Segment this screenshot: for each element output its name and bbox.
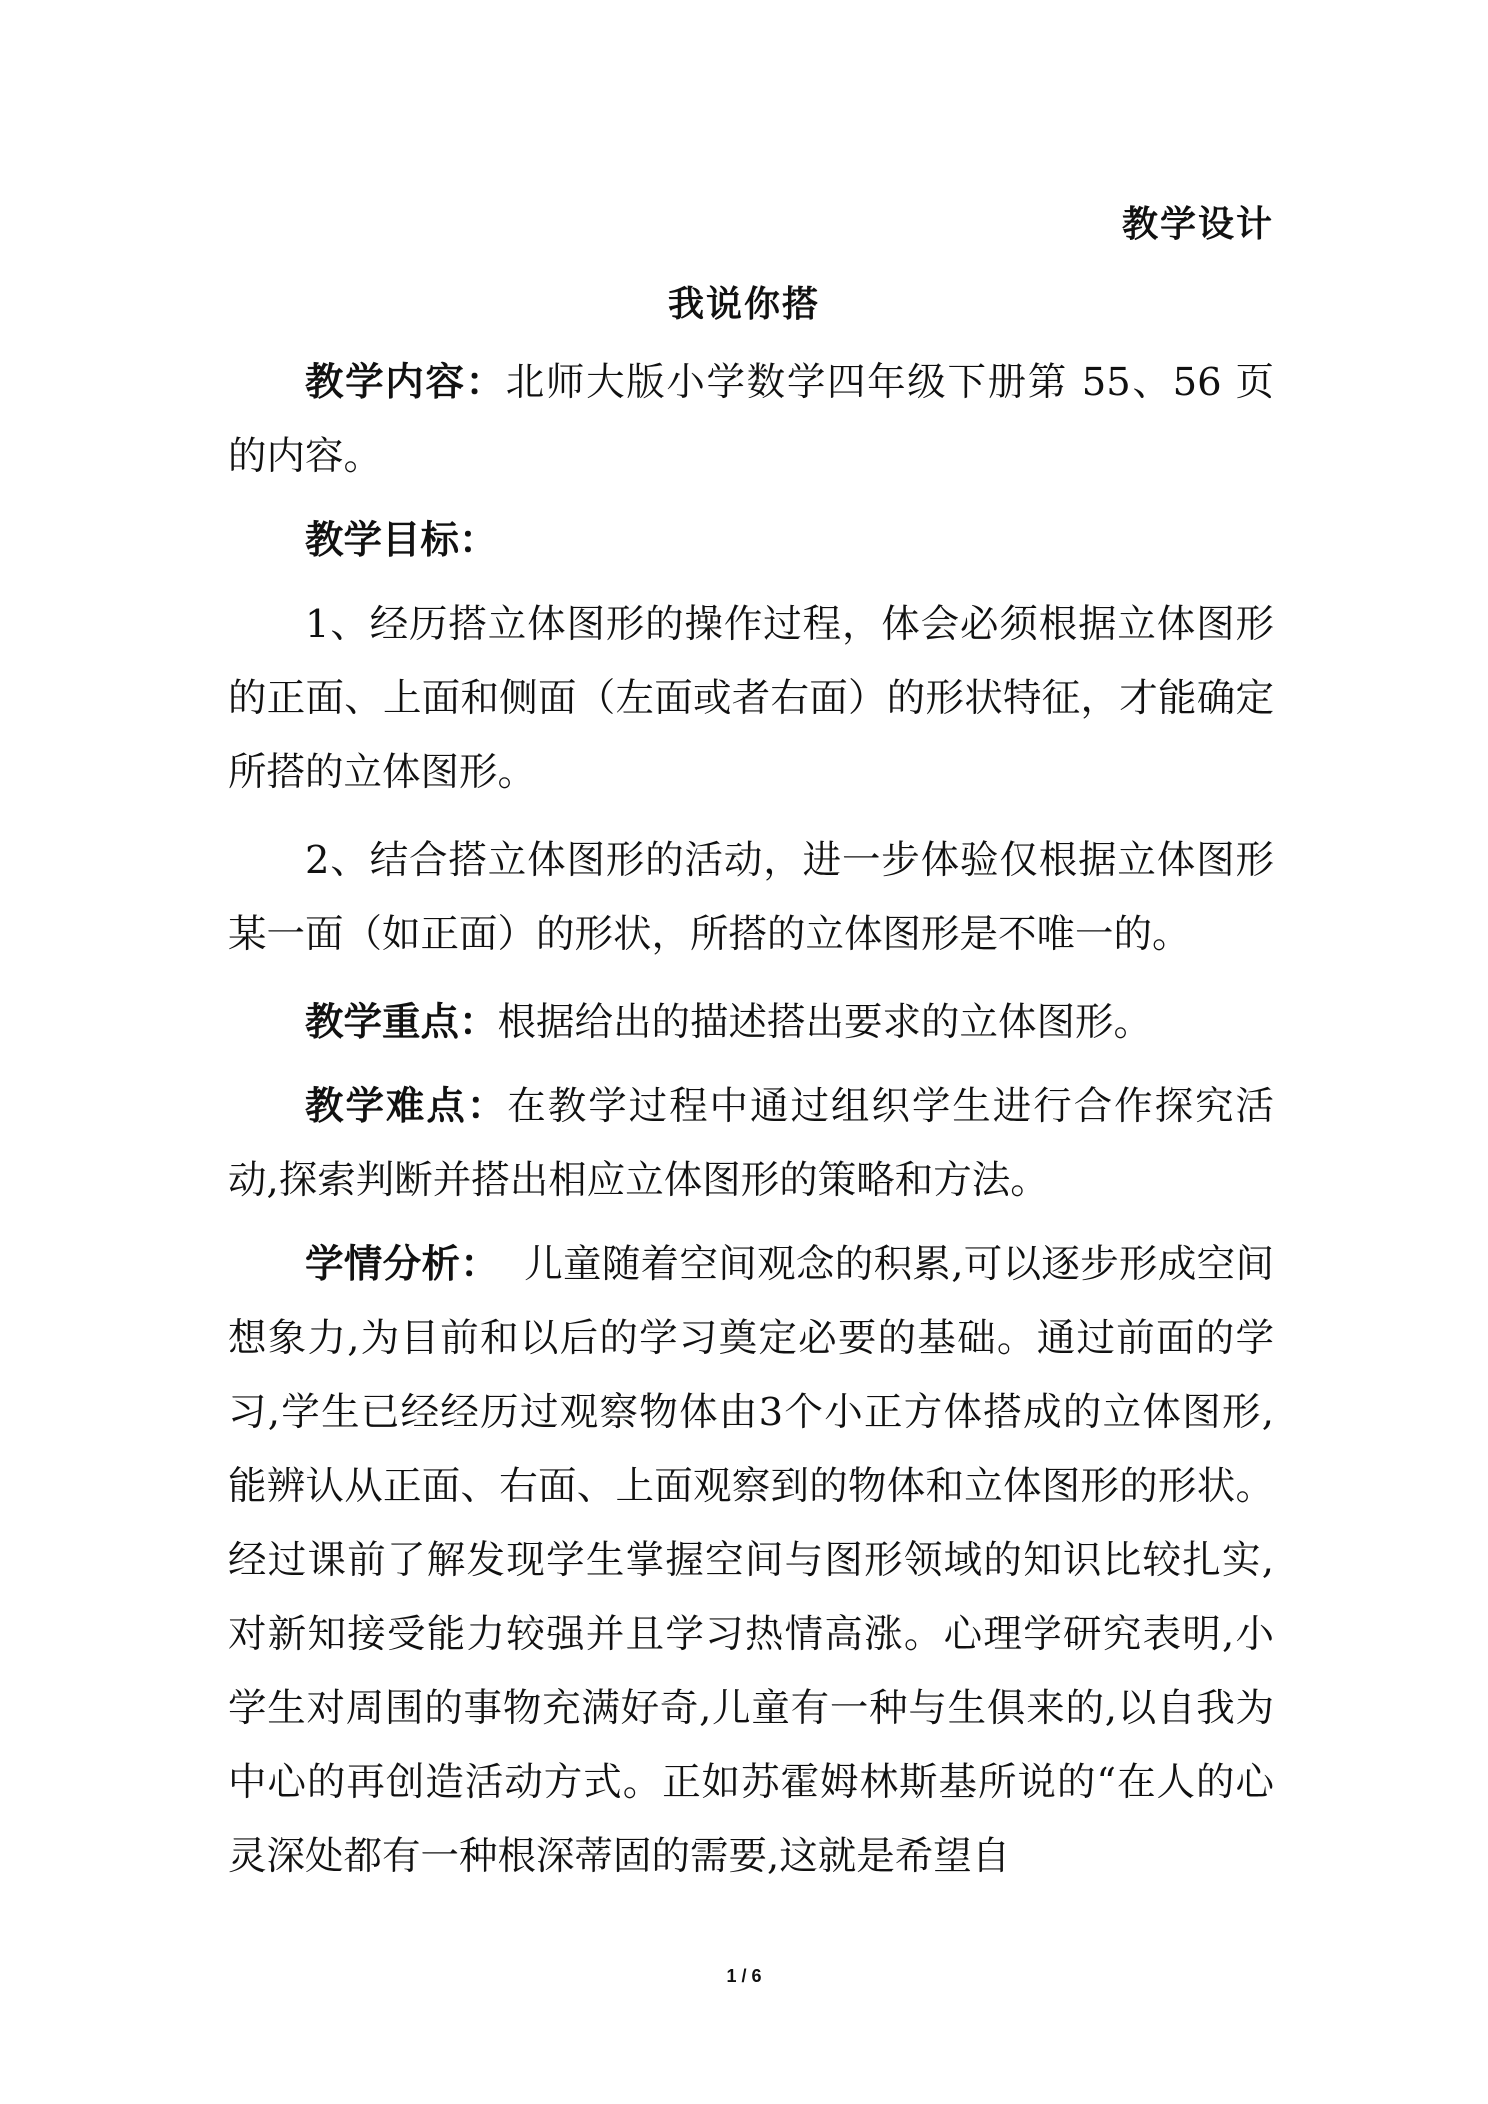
key-point-text: 根据给出的描述搭出要求的立体图形。: [497, 1000, 1153, 1045]
difficulty-paragraph: [228, 1070, 1274, 1218]
objective-2-paragraph: 2、结合搭立体图形的活动，进一步体验仅根据立体图形某一面（如正面）的形状，所搭的立体图形是不唯一的。: [228, 838, 1274, 957]
document-type-label: 教学设计: [1121, 203, 1274, 245]
key-point-paragraph: [228, 986, 1274, 1060]
teaching-content-text: 北师大版小学数学四年级下册第 55、56 页的内容。: [228, 360, 1274, 479]
difficulty-text: 在教学过程中通过组织学生进行合作探究活动,探索判断并搭出相应立体图形的策略和方法。: [228, 1084, 1274, 1203]
difficulty-label: 教学难点：: [305, 1084, 508, 1129]
objective-1-paragraph: 1、经历搭立体图形的操作过程，体会必须根据立体图形的正面、上面和侧面（左面或者右面）的形状特征，才能确定所搭的立体图形。: [228, 602, 1274, 795]
key-point-label: 教学重点：: [305, 1000, 498, 1045]
teaching-content-paragraph: [228, 346, 1274, 494]
lesson-title: 我说你搭: [667, 283, 820, 325]
analysis-paragraph: [228, 1228, 1274, 1894]
document-body: [228, 346, 1274, 1904]
analysis-text: 儿童随着空间观念的积累,可以逐步形成空间想象力,为目前和以后的学习奠定必要的基础。通过前面的学习,学生已经经历过观察物体由3个小正方体搭成的立体图形,能辨认从正面、右面、上面观察到的物体和立体图形的形状。经过课前了解发现学生掌握空间与图形领域的知识比较扎实,对新知接受能力较强并且学习热情高涨。心理学研究表明,小学生对周围的事物充满好奇,儿童有一种与生俱来的,以自我为中心的再创造活动方式。正如苏霍姆林斯基所说的“在人的心灵深处都有一种根深蒂固的需要,这就是希望自: [228, 1242, 1274, 1879]
objectives-label: 教学目标：: [305, 518, 498, 563]
page-number: 1 / 6: [726, 1966, 762, 1986]
teaching-content-label: 教学内容：: [305, 360, 506, 405]
analysis-label: 学情分析：: [305, 1242, 500, 1287]
objectives-heading-paragraph: [228, 504, 1274, 578]
